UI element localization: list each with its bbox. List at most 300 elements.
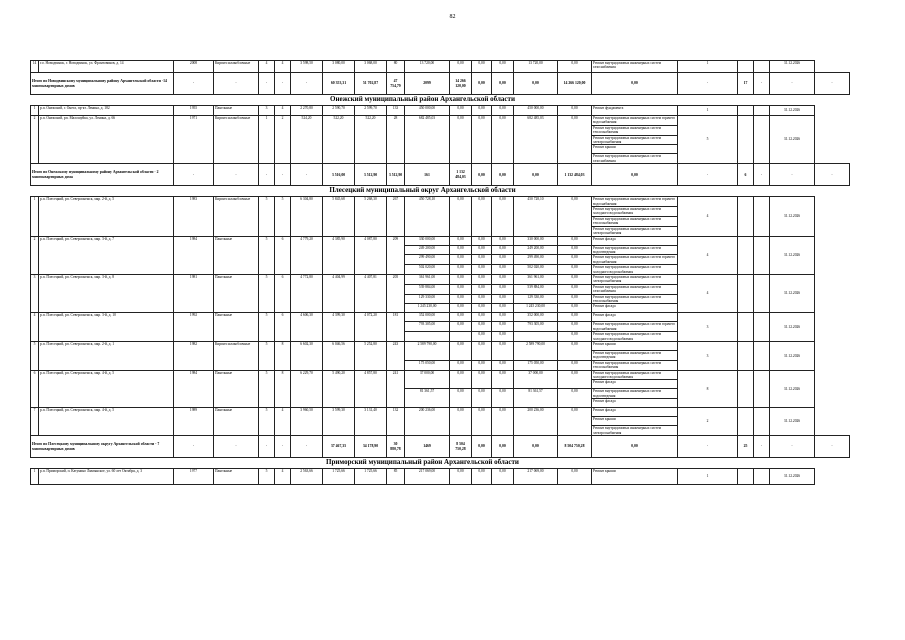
cell-c2: 0,00: [592, 73, 678, 95]
cell-work: Ремонт крыши: [592, 342, 678, 351]
cell-cost: 0,00: [558, 116, 592, 164]
total-row: [31, 73, 850, 95]
cell-floors: 5: [259, 408, 275, 436]
cell-cost: 0,00: [558, 342, 592, 361]
cell-residents: 209: [387, 236, 405, 274]
cell-cost: 0,00: [450, 245, 472, 255]
cell: -: [214, 73, 259, 95]
cell-cost: 1 245 230,00: [514, 304, 558, 313]
cell-cost: 793 305,00: [514, 322, 558, 332]
cell-work: Ремонт внутридомовых инженерных систем электроснабжения: [592, 274, 678, 284]
cell-floors: 5: [259, 236, 275, 274]
cell-area_living: 5 252,80: [355, 342, 387, 371]
cell-count: 4: [678, 197, 738, 236]
cell-floors: 5: [259, 469, 275, 485]
cell-year: 1989: [174, 408, 214, 436]
cell: [738, 408, 754, 436]
cell-material: Кирпич шлакоблочные: [214, 116, 259, 164]
cell-cost: 0,00: [450, 342, 472, 361]
cell-cost: 450 728,10: [405, 197, 450, 236]
cell-cost: 539 884,00: [405, 284, 450, 294]
cell-cost: 0,00: [558, 389, 592, 408]
cell: -: [815, 73, 850, 95]
cell-cost: 0,00: [558, 284, 592, 294]
cell-residents: 28: [387, 116, 405, 164]
cell-count: 4: [678, 274, 738, 312]
cell-cost: 361 961,00: [405, 274, 450, 284]
cell-cost: 81 361,57: [514, 389, 558, 408]
cell-material: Панельные: [214, 236, 259, 274]
cell: [738, 116, 754, 164]
cell-year: 1984: [174, 370, 214, 408]
cell-area_res: 522,20: [323, 116, 355, 164]
cell-floors: 5: [259, 370, 275, 408]
cell: -: [214, 164, 259, 186]
cell-cost: 37 000,00: [405, 370, 450, 389]
cell-floors: 5: [259, 197, 275, 236]
cell-cost: 0,00: [450, 370, 472, 389]
cell-f3: 0,00: [514, 436, 558, 458]
cell-cost: 0,00: [472, 304, 492, 313]
cell-year: 1981: [174, 274, 214, 312]
cell-area_total: 2 563,66: [291, 469, 323, 485]
cell-cost: 0,00: [472, 360, 492, 370]
cell-floors: 5: [259, 313, 275, 342]
cell-cost: 0,00: [472, 106, 492, 116]
cell-work: Ремонт внутридомовых инженерных систем электроснабжения: [592, 426, 678, 436]
cell-entrances: 4: [275, 408, 291, 436]
cell-residents: 85: [387, 469, 405, 485]
cell-material: Панельные: [214, 370, 259, 408]
cell-address: р.п. Приморский, п. Катунино Лявлянское, ул. 60 лет Октября, д. 3: [39, 469, 174, 485]
cell-f2: 0,00: [492, 164, 514, 186]
cell-area_living: 2 599,70: [355, 106, 387, 116]
cell-cost: 217 069,00: [405, 469, 450, 485]
cell-c2: 0,00: [592, 164, 678, 186]
cell: [754, 61, 770, 73]
cell-date: 31.12.2026: [770, 197, 815, 236]
cell: -: [815, 164, 850, 186]
cell-area_total: 524,20: [291, 116, 323, 164]
cell-count: 5: [678, 116, 738, 164]
cell-work: Ремонт фасада: [592, 399, 678, 408]
cell-material: Панельные: [214, 408, 259, 436]
cell-area_living: 5 268,30: [355, 197, 387, 236]
cell-area_total: 6 602,30: [291, 342, 323, 371]
cell-area_living: 4 857,80: [355, 370, 387, 408]
cell-cost: 0,00: [558, 245, 592, 255]
cell-work: Ремонт внутридомовых инженерных систем теплоснабжения: [592, 294, 678, 304]
cell-cost: 0,00: [472, 313, 492, 322]
cell: -: [291, 436, 323, 458]
cell-entrances: 2: [275, 116, 291, 164]
cell: -: [291, 73, 323, 95]
cell: -: [174, 73, 214, 95]
cell: -: [174, 164, 214, 186]
cell: [738, 236, 754, 274]
cell-area_res: 34 178,90: [355, 436, 387, 458]
cell-cost: 0,00: [450, 304, 472, 313]
section-header: [31, 95, 850, 106]
cell-cost: 450 000,00: [405, 106, 450, 116]
cell-work: Ремонт внутридомовых инженерных систем водоотведения: [592, 389, 678, 399]
cell-cost: 0,00: [492, 304, 514, 313]
cell-residents: 205: [387, 274, 405, 312]
cell-floors: 4: [259, 61, 275, 73]
cell-area_living: 3 068,00: [355, 61, 387, 73]
cell-address: р.п. Плесецкий, рп. Североонежск, мкр. 4-й, д. 5: [39, 370, 174, 408]
cell-work: Ремонт внутридомовых инженерных систем электроснабжения: [592, 226, 678, 236]
cell-entrances: 5: [275, 197, 291, 236]
cell-area_living: 4 407,81: [355, 274, 387, 312]
cell-residents: 2099: [405, 73, 450, 95]
cell-area_living: 3 131,40: [355, 408, 387, 436]
cell-date: 31.12.2026: [770, 236, 815, 274]
cell-cost: 793 305,00: [405, 322, 450, 332]
cell-date: 31.12.2026: [770, 116, 815, 164]
cell-f3: 0,00: [514, 164, 558, 186]
table-row: [31, 408, 850, 417]
cell-count: 3: [678, 342, 738, 371]
cell-cost: 0,00: [558, 274, 592, 284]
cell: -: [214, 436, 259, 458]
cell-area_res: 3 080,00: [323, 61, 355, 73]
cell-cost: 0,00: [450, 265, 472, 275]
cell-cost: 0,00: [450, 360, 472, 370]
cell: [738, 106, 754, 116]
cell-no: 5: [31, 342, 39, 371]
cell: [754, 342, 770, 371]
cell-residents: 133: [387, 106, 405, 116]
cell-cost: 37 000,00: [514, 370, 558, 389]
cell-no: 4: [31, 313, 39, 342]
cell-count: 1: [678, 61, 738, 73]
cell-no: 2: [31, 116, 39, 164]
cell-work: Ремонт крыши: [592, 145, 678, 154]
cell-work: Ремонт внутридомовых инженерных систем теплоснабжения: [592, 216, 678, 226]
table-row: [31, 61, 850, 73]
cell-cost_total: 14 266 120,00: [450, 73, 472, 95]
cell-address: р.п. Плесецкий, рп. Североонежск, мкр. 3-й, д. 7: [39, 236, 174, 274]
cell-cost: [450, 332, 472, 342]
cell-cost: 2 589 790,00: [405, 342, 450, 361]
cell-area_total: 3 598,50: [291, 61, 323, 73]
cell: [754, 236, 770, 274]
cell-cost: 0,00: [492, 342, 514, 361]
cell-work: Ремонт внутридомовых инженерных систем водоотведения: [592, 351, 678, 361]
cell-date: 31.12.2026: [770, 61, 815, 73]
cell-no: 2: [31, 236, 39, 274]
table-row: [31, 469, 850, 485]
cell-cost: 0,00: [450, 255, 472, 265]
cell-cost: 0,00: [492, 106, 514, 116]
cell-cost: 361 961,00: [514, 274, 558, 284]
cell-work: Ремонт внутридомовых инженерных систем теплоснабжения: [592, 360, 678, 370]
cell-area_res: 5 490,20: [323, 370, 355, 408]
cell-area_living: 3 512,90: [387, 164, 405, 186]
cell-residents: 161: [405, 164, 450, 186]
section-title: Онежский муниципальный район Архангельской области: [31, 95, 815, 106]
cell-cost: 13 720,00: [514, 61, 558, 73]
cell-cost: 0,00: [450, 389, 472, 408]
cell-cost: 0,00: [472, 61, 492, 73]
cell-cost: 0,00: [492, 197, 514, 236]
cell-cost: 0,00: [492, 469, 514, 485]
cell-material: Панельные: [214, 469, 259, 485]
cell-cost: 450 000,00: [514, 106, 558, 116]
cell-cost: 0,00: [450, 106, 472, 116]
cell: [754, 197, 770, 236]
cell-floors: 1: [259, 116, 275, 164]
cell: -: [174, 436, 214, 458]
cell-cost: 0,00: [492, 370, 514, 389]
cell-work: Ремонт внутридомовых инженерных систем холодного водоснабжения: [592, 265, 678, 275]
cell-cost: 0,00: [492, 265, 514, 275]
cell: [754, 116, 770, 164]
cell-floors: 3: [259, 106, 275, 116]
cell-work: Ремонт внутридомовых инженерных систем электроснабжения: [592, 135, 678, 145]
cell-cost: 217 069,00: [514, 469, 558, 485]
cell-cost: 0,00: [492, 236, 514, 245]
cell: [754, 313, 770, 342]
cell-area_living: 47 754,79: [387, 73, 405, 95]
cell-cost: 2 589 790,00: [514, 342, 558, 361]
cell-work: Ремонт фундамента: [592, 106, 678, 116]
cell-area_res: 4 385,90: [323, 236, 355, 274]
capital-repair-table: [30, 60, 850, 485]
cell-cost: 0,00: [558, 255, 592, 265]
cell: -: [770, 73, 815, 95]
cell-cost: 0,00: [492, 360, 514, 370]
cell-no: 14: [31, 61, 39, 73]
cell-count: 1: [678, 106, 738, 116]
cell-cost: 0,00: [472, 274, 492, 284]
cell-cost: 0,00: [472, 342, 492, 361]
cell-cost_total: 1 132 484,03: [450, 164, 472, 186]
cell-no: 1: [31, 106, 39, 116]
cell-cost: 0,00: [558, 370, 592, 389]
cell-area_living: 4 072,20: [355, 313, 387, 342]
cell-work: Ремонт фасада: [592, 313, 678, 322]
cell-cost: 175 050,00: [514, 360, 558, 370]
cell-area_living: 30 880,78: [387, 436, 405, 458]
cell-cost: 682 485,03: [514, 116, 558, 164]
cell-year: 1955: [174, 106, 214, 116]
cell-work: Ремонт внутридомовых инженерных систем горячего водоснабжения: [592, 322, 678, 332]
cell: [738, 61, 754, 73]
cell-f1: 0,00: [472, 164, 492, 186]
cell-area_res: 5 845,68: [323, 197, 355, 236]
cell-area_living: 4 087,80: [355, 236, 387, 274]
cell-date: 31.12.2026: [770, 106, 815, 116]
cell-cost_own: 8 504 750,28: [558, 436, 592, 458]
section-header: [31, 186, 850, 197]
cell-address: р.п. Плесецкий, рп. Североонежск, мкр. 3-й, д. 10: [39, 313, 174, 342]
cell-area_living: 1 725,66: [355, 469, 387, 485]
cell-area_total: 2 270,80: [291, 106, 323, 116]
cell-residents: 132: [387, 408, 405, 436]
cell-cost: 0,00: [450, 313, 472, 322]
cell-work: Ремонт фасада: [592, 304, 678, 313]
cell-area_total: 6 229,70: [291, 370, 323, 408]
cell-cost: 0,00: [558, 408, 592, 436]
cell-material: Панельные: [214, 313, 259, 342]
cell: [738, 313, 754, 342]
section-title: Плесецкий муниципальный округ Архангельской области: [31, 186, 815, 197]
page-number: 82: [449, 14, 456, 20]
total-row: [31, 436, 850, 458]
cell-area_total: 3 516,00: [323, 164, 355, 186]
cell-entrances: 6: [275, 236, 291, 274]
table-row: [31, 342, 850, 351]
cell-cost: 0,00: [558, 106, 592, 116]
cell: -: [754, 73, 770, 95]
cell-year: 1971: [174, 116, 214, 164]
cell: [754, 408, 770, 436]
cell: [738, 197, 754, 236]
cell-cost: 0,00: [558, 332, 592, 342]
cell-no: 6: [31, 370, 39, 408]
cell-c2: 0,00: [592, 436, 678, 458]
cell-work: Ремонт внутридомовых инженерных систем теплоснабжения: [592, 125, 678, 135]
cell-residents: 243: [387, 342, 405, 371]
cell-f2: 0,00: [492, 436, 514, 458]
cell-cost: 0,00: [472, 265, 492, 275]
cell-area_living: 522,20: [355, 116, 387, 164]
cell-cost_total: 8 504 750,28: [450, 436, 472, 458]
cell-area_res: 4 404,99: [323, 274, 355, 312]
cell-work: Ремонт внутридомовых инженерных систем газоснабжения: [592, 284, 678, 294]
cell-material: Панельные: [214, 106, 259, 116]
cell-no: 3: [31, 274, 39, 312]
cell: -: [770, 164, 815, 186]
total-row: [31, 164, 850, 186]
cell-entrances: 4: [275, 61, 291, 73]
cell-cost: 129 330,00: [514, 294, 558, 304]
cell-cost: 0,00: [450, 284, 472, 294]
cell-residents: 1469: [405, 436, 450, 458]
table-row: [31, 116, 850, 126]
cell-area_res: 3 512,90: [355, 164, 387, 186]
cell-date: 31.12.2026: [770, 342, 815, 371]
cell-cost: 0,00: [450, 408, 472, 436]
cell: [754, 106, 770, 116]
cell-cost: 0,00: [472, 469, 492, 485]
cell-cost: 0,00: [492, 116, 514, 164]
cell: [754, 274, 770, 312]
cell-cost: 0,00: [492, 313, 514, 322]
section-title: Приморский муниципальный район Архангельской области: [31, 458, 815, 469]
cell-cost: 0,00: [558, 236, 592, 245]
cell-date: 31.12.2026: [770, 274, 815, 312]
total-label: Итого по Онежскому муниципальному району Архангельской области - 2 многоквартирных дома: [31, 164, 174, 186]
cell-cost_own: 14 266 120,00: [558, 73, 592, 95]
cell-residents: 80: [387, 61, 405, 73]
table-row: [31, 197, 850, 207]
cell-cost: 0,00: [472, 236, 492, 245]
cell-residents: 241: [387, 370, 405, 408]
cell-cost: 0,00: [492, 322, 514, 332]
cell-count: 8: [678, 370, 738, 408]
cell-cost: [405, 332, 450, 342]
cell-work: Ремонт внутридомовых инженерных систем холодного водоснабжения: [592, 207, 678, 217]
cell-area_total: 6 304,80: [291, 197, 323, 236]
cell-work: Ремонт внутридомовых инженерных систем горячего водоснабжения: [592, 197, 678, 207]
cell-area_res: 1 725,66: [323, 469, 355, 485]
cell: -: [275, 164, 291, 186]
cell-cost: 0,00: [492, 245, 514, 255]
cell-cost: 0,00: [492, 255, 514, 265]
cell-work: Ремонт внутридомовых инженерных систем газоснабжения: [592, 154, 678, 164]
cell-cost: 0,00: [472, 294, 492, 304]
cell-area_res: 6 046,56: [323, 342, 355, 371]
cell: -: [259, 436, 275, 458]
cell-cost: 0,00: [492, 274, 514, 284]
cell-cost: 330 000,00: [405, 236, 450, 245]
cell-address: г.о. Новодвинск, г. Новодвинск, ул. Фронтовиков, д. 14: [39, 61, 174, 73]
cell-work: Ремонт внутридомовых инженерных систем горячего водоснабжения: [592, 255, 678, 265]
cell-count: 2: [678, 408, 738, 436]
cell-cost: 0,00: [492, 284, 514, 294]
cell-date: 31.12.2026: [770, 408, 815, 436]
cell-area_total: 4 772,80: [291, 274, 323, 312]
cell-entrances: 8: [275, 370, 291, 408]
cell-cost: 0,00: [472, 284, 492, 294]
cell-count: 25: [738, 436, 754, 458]
cell-cost: 129 330,00: [405, 294, 450, 304]
cell-date: 31.12.2026: [770, 370, 815, 408]
cell-cost: 0,00: [492, 389, 514, 408]
cell-count: 1: [678, 469, 738, 485]
cell-c3: -: [678, 73, 738, 95]
cell-count: 3: [678, 313, 738, 342]
cell-entrances: 6: [275, 313, 291, 342]
cell-cost: 682 485,03: [405, 116, 450, 164]
cell-cost: 0,00: [558, 61, 592, 73]
cell-cost: 0,00: [450, 294, 472, 304]
cell-cost: 0,00: [558, 360, 592, 370]
cell-cost: 502 020,00: [405, 265, 450, 275]
cell-cost: 0,00: [472, 116, 492, 164]
cell-cost: 200 236,00: [514, 408, 558, 436]
cell-cost: 352 000,00: [514, 313, 558, 322]
cell-cost: 0,00: [492, 61, 514, 73]
table-row: [31, 274, 850, 284]
cell-cost: 0,00: [558, 294, 592, 304]
cell-year: 1992: [174, 313, 214, 342]
cell-address: р.п. Плесецкий, рп. Североонежск, мкр. 2-й, д. 5: [39, 197, 174, 236]
cell-date: 31.12.2026: [770, 469, 815, 485]
cell-address: р.п. Онежский, рп. Малошуйка, ул. Ленина, д. 66: [39, 116, 174, 164]
cell-cost: 0,00: [450, 322, 472, 332]
cell-work: Ремонт внутридомовых инженерных систем холодного водоснабжения: [592, 332, 678, 342]
cell-cost: 0,00: [492, 408, 514, 436]
cell: [754, 469, 770, 485]
cell-floors: 5: [259, 342, 275, 371]
cell: -: [770, 436, 815, 458]
cell-work: Ремонт фасада: [592, 408, 678, 417]
cell-entrances: 4: [275, 469, 291, 485]
cell-no: 1: [31, 197, 39, 236]
cell-cost: 0,00: [450, 116, 472, 164]
table-row: [31, 313, 850, 322]
cell: [738, 342, 754, 371]
cell-cost: 0,00: [450, 61, 472, 73]
cell-cost: 175 050,00: [405, 360, 450, 370]
cell: -: [754, 436, 770, 458]
cell-material: Панельные: [214, 274, 259, 312]
cell-cost: 352 000,00: [405, 313, 450, 322]
